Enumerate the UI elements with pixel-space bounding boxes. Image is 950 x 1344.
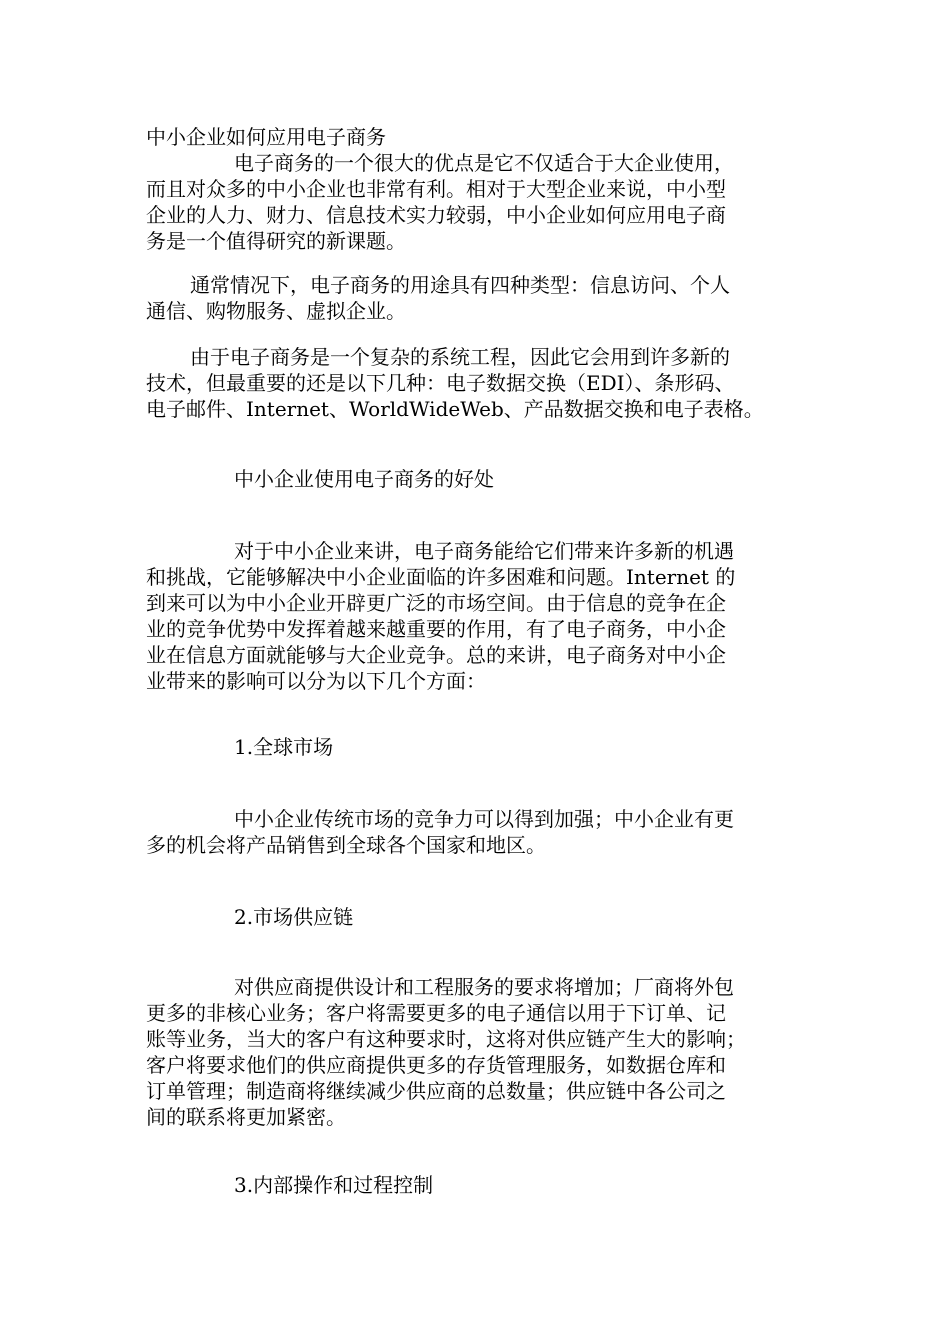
intro-line: 而且对众多的中小企业也非常有利。相对于大型企业来说，中小型 [146,177,726,201]
types-line: 通信、购物服务、虚拟企业。 [146,299,406,323]
document-title: 中小企业如何应用电子商务 [146,125,386,149]
benefits-heading: 中小企业使用电子商务的好处 [234,467,494,491]
section2-line: 客户将要求他们的供应商提供更多的存货管理服务，如数据仓库和 [146,1053,726,1077]
types-line: 通常情况下，电子商务的用途具有四种类型：信息访问、个人 [190,273,730,297]
benefits-line: 对于中小企业来讲，电子商务能给它们带来许多新的机遇 [234,539,734,563]
benefits-line: 和挑战，它能够解决中小企业面临的许多困难和问题。Internet 的 [146,565,736,589]
intro-line: 企业的人力、财力、信息技术实力较弱，中小企业如何应用电子商 [146,203,726,227]
benefits-line: 业在信息方面就能够与大企业竞争。总的来讲，电子商务对中小企 [146,643,726,667]
benefits-line: 业的竞争优势中发挥着越来越重要的作用，有了电子商务，中小企 [146,617,726,641]
intro-line: 电子商务的一个很大的优点是它不仅适合于大企业使用， [234,151,734,175]
section1-line: 中小企业传统市场的竞争力可以得到加强；中小企业有更 [234,807,734,831]
intro-line: 务是一个值得研究的新课题。 [146,229,406,253]
benefits-line: 业带来的影响可以分为以下几个方面： [146,669,486,693]
benefits-line: 到来可以为中小企业开辟更广泛的市场空间。由于信息的竞争在企 [146,591,726,615]
section2-heading: 2.市场供应链 [234,905,354,929]
section2-line: 订单管理；制造商将继续减少供应商的总数量；供应链中各公司之 [146,1079,726,1103]
technologies-line: 由于电子商务是一个复杂的系统工程，因此它会用到许多新的 [190,345,730,369]
section1-line: 多的机会将产品销售到全球各个国家和地区。 [146,833,546,857]
section2-line: 对供应商提供设计和工程服务的要求将增加；厂商将外包 [234,975,734,999]
section2-line: 更多的非核心业务；客户将需要更多的电子通信以用于下订单、记 [146,1001,726,1025]
section3-heading: 3.内部操作和过程控制 [234,1173,434,1197]
technologies-line: 技术，但最重要的还是以下几种：电子数据交换（EDI）、条形码、 [146,371,735,395]
section2-line: 账等业务，当大的客户有这种要求时，这将对供应链产生大的影响； [146,1027,746,1051]
section1-heading: 1.全球市场 [234,735,334,759]
technologies-line: 电子邮件、Internet、WorldWideWeb、产品数据交换和电子表格。 [146,397,764,421]
section2-line: 间的联系将更加紧密。 [146,1105,346,1129]
